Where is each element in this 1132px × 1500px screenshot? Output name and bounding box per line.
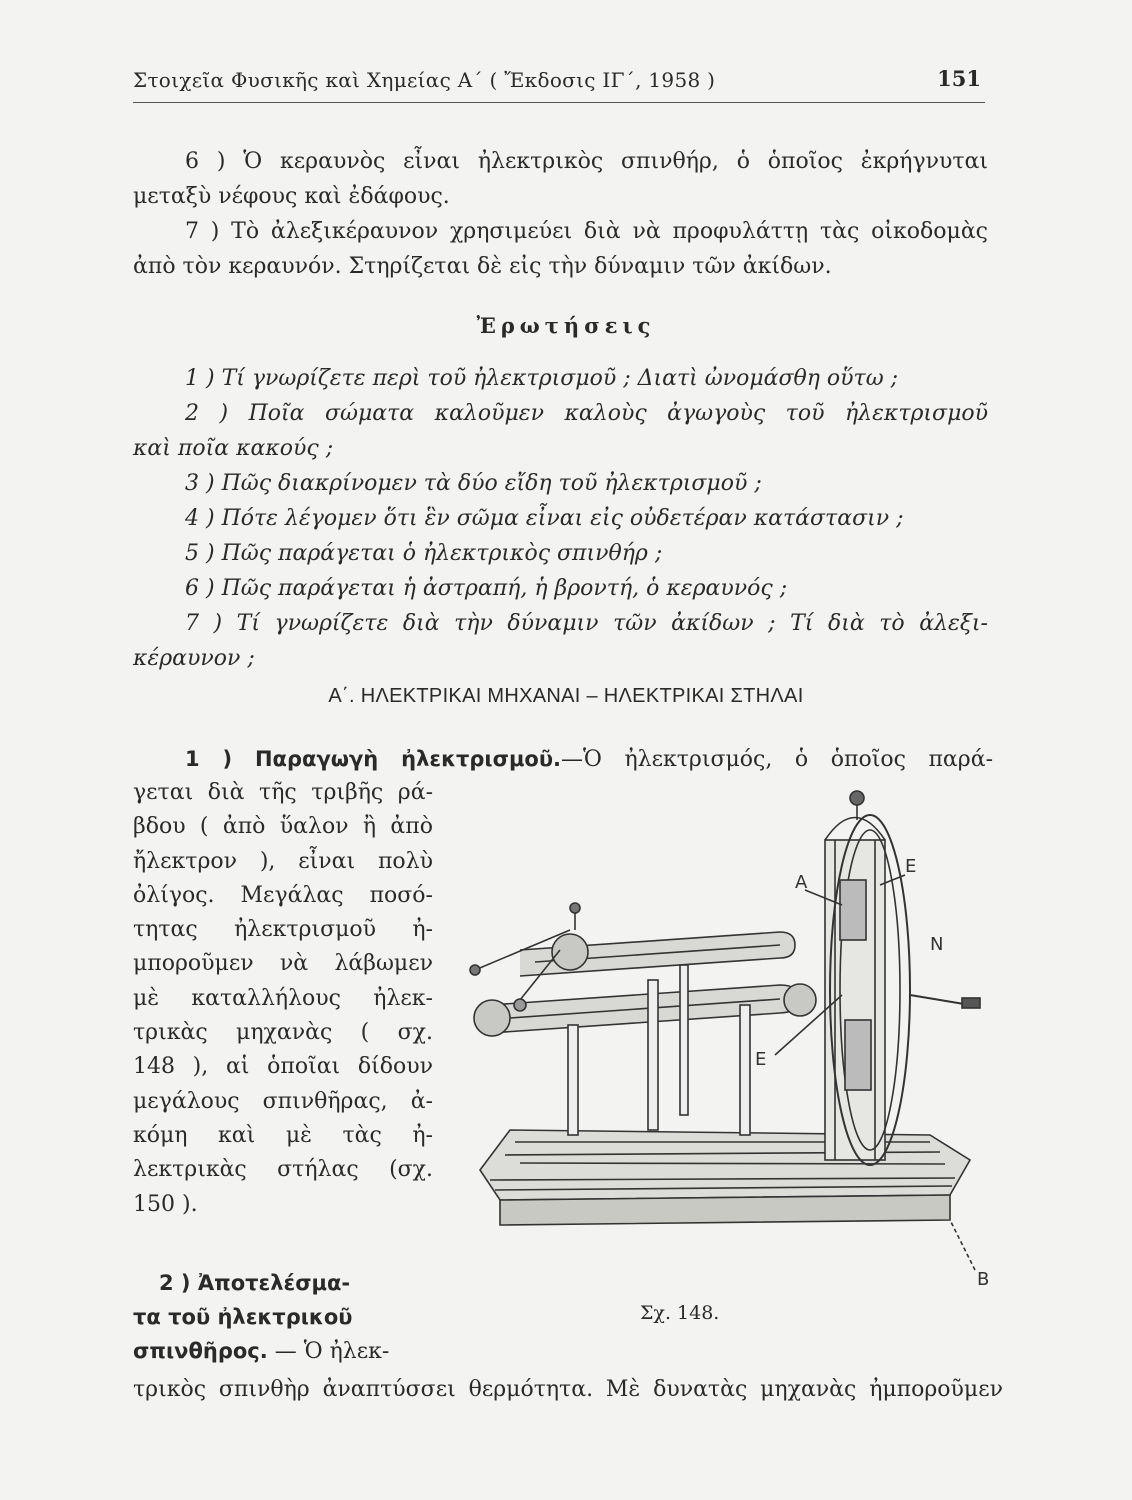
section-heading: Α΄. ΗΛΕΚΤΡΙΚΑΙ ΜΗΧΑΝΑΙ – ΗΛΕΚΤΡΙΚΑΙ ΣΤΗΛΑΙ: [328, 685, 804, 707]
fact-line: 6 ) Ὁ κεραυνὸς εἶναι ἠλεκτρικὸς σπινθήρ, ὁ ὁποῖος ἐκρήγνυται: [185, 149, 988, 174]
section2-heading-line: σπινθῆρος.: [133, 1339, 268, 1363]
questions-list: [133, 361, 988, 676]
column-line: ἤλεκτρον ), εἶναι πολὺ: [133, 848, 433, 874]
section2-heading-block: [133, 1266, 433, 1369]
question-5: 5 ) Πῶς παράγεται ὁ ἠλεκτρικὸς σπινθήρ ;: [185, 541, 663, 566]
section1-lead-text: —Ὁ ἠλεκτρισμός, ὁ ὁποῖος παρά-: [561, 747, 994, 772]
figure-label-n: N: [930, 934, 944, 955]
questions-heading: Ἐρωτήσεις: [476, 313, 656, 338]
column-line: βδου ( ἀπὸ ὕαλον ἢ ἀπὸ: [133, 814, 433, 840]
column-line: μὲ καταλλήλους ἠλεκ-: [133, 985, 433, 1011]
question-7: 7 ) Τί γνωρίζετε διὰ τὴν δύναμιν τῶν ἀκίδων ; Τί διὰ τὸ ἀλεξι-: [185, 611, 988, 636]
section1-lead: [133, 742, 993, 777]
question-1: 1 ) Τί γνωρίζετε περὶ τοῦ ἠλεκτρισμοῦ ; Διατὶ ὠνομάσθη οὕτω ;: [185, 366, 899, 391]
column-line: 148 ), αἱ ὁποῖαι δίδουν: [133, 1054, 433, 1080]
question-3: 3 ) Πῶς διακρίνομεν τὰ δύο εἴδη τοῦ ἠλεκτρισμοῦ ;: [185, 471, 762, 496]
electrostatic-machine-illustration: [450, 780, 1010, 1300]
section2-heading-line: τα τοῦ ἠλεκτρικοῦ: [133, 1305, 353, 1329]
column-line: τρικὰς μηχανὰς ( σχ.: [133, 1020, 433, 1046]
running-header: [133, 62, 985, 103]
section1-column: [133, 776, 433, 1222]
figure-label-e-top: E: [905, 856, 917, 877]
column-line: μεγάλους σπινθῆρας, ἀ-: [133, 1088, 433, 1114]
section2-text-line: τρικὸς σπινθὴρ ἀναπτύσσει θερμότητα. Μὲ δυνατὰς μηχανὰς ἠμποροῦμεν: [133, 1377, 1003, 1402]
question-7-cont: κέραυνον ;: [133, 646, 255, 671]
fact-line: 7 ) Τὸ ἀλεξικέραυνον χρησιμεύει διὰ νὰ προφυλάττῃ τὰς οἰκοδομὰς: [185, 219, 988, 244]
figure-148: [450, 780, 1010, 1300]
figure-caption: Σχ. 148.: [640, 1302, 720, 1324]
figure-label-b: B: [977, 1269, 990, 1290]
section2-heading-line: 2 ) Ἀποτελέσμα-: [159, 1271, 351, 1295]
running-title: Στοιχεῖα Φυσικῆς καὶ Χημείας Α΄ ( Ἔκδοσις ΙΓ΄, 1958 ): [133, 68, 716, 92]
fact-6: [133, 144, 988, 214]
page-number: 151: [937, 66, 981, 91]
column-line: μποροῦμεν νὰ λάβωμεν: [133, 951, 433, 977]
column-line: κόμη καὶ μὲ τὰς ἠ-: [133, 1122, 433, 1148]
column-line: 150 ).: [133, 1191, 198, 1217]
column-line: τητας ἠλεκτρισμοῦ ἠ-: [133, 917, 433, 943]
section2-tail: — Ὁ ἠλεκ-: [274, 1339, 390, 1364]
column-line: λεκτρικὰς στήλας (σχ.: [133, 1157, 433, 1183]
fact-7: [133, 214, 988, 284]
fact-line: μεταξὺ νέφους καὶ ἐδάφους.: [133, 184, 450, 209]
question-2-cont: καὶ ποῖα κακούς ;: [133, 436, 334, 461]
section1-heading: 1 ) Παραγωγὴ ἠλεκτρισμοῦ.: [185, 747, 562, 771]
question-2: 2 ) Ποῖα σώματα καλοῦμεν καλοὺς ἀγωγοὺς τοῦ ἠλεκτρισμοῦ: [185, 401, 988, 426]
column-line: γεται διὰ τῆς τριβῆς ρά-: [133, 780, 433, 805]
fact-line: ἀπὸ τὸν κεραυνόν. Στηρίζεται δὲ εἰς τὴν δύναμιν τῶν ἀκίδων.: [133, 254, 832, 279]
question-6: 6 ) Πῶς παράγεται ἡ ἀστραπή, ἡ βροντή, ὁ κεραυνός ;: [185, 576, 788, 601]
figure-label-e-bottom: E: [755, 1049, 767, 1070]
column-line: ὀλίγος. Μεγάλας ποσό-: [133, 882, 433, 908]
question-4: 4 ) Πότε λέγομεν ὅτι ἓν σῶμα εἶναι εἰς οὐδετέραν κατάστασιν ;: [185, 506, 904, 531]
figure-label-a: A: [795, 872, 808, 893]
